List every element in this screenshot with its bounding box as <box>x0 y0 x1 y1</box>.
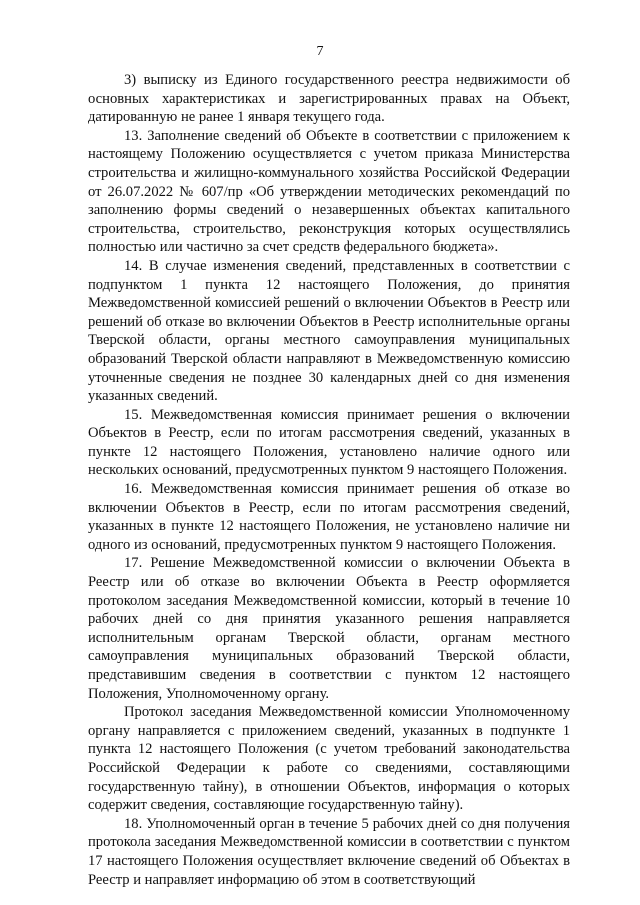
paragraph-18: 18. Уполномоченный орган в течение 5 рабочих дней со дня получения протокола заседания Межведомственной комиссии в соответствии с пунктом 17 настоящего Положения осуществляет включение сведений об Объектах в Реестр и направляет информацию об этом в соответствующий <box>88 815 570 888</box>
paragraph-14: 14. В случае изменения сведений, представленных в соответствии с подпунктом 1 пункта 12 настоящего Положения, до принятия Межведомственной комиссией решений о включении Объектов в Реестр или решений об отказе во включении Объектов в Реестр исполнительные органы Тверской области, органы местного самоуправления муниципальных образований Тверской области направляют в Межведомственную комиссию уточненные сведения не позднее 30 календарных дней со дня изменения указанных сведений. <box>88 257 570 405</box>
paragraph-17-protocol: Протокол заседания Межведомственной комиссии Уполномоченному органу направляется с приложением сведений, указанных в подпункте 1 пункта 12 настоящего Положения (с учетом требований законодательства Российской Федерации к работе со сведениями, составляющими государственную тайну), в отношении Объектов, информация о которых содержит сведения, составляющие государственную тайну). <box>88 704 570 814</box>
paragraph-16: 16. Межведомственная комиссия принимает решения об отказе во включении Объектов в Реестр, если по итогам рассмотрения сведений, указанных в пункте 12 настоящего Положения, не установлено наличие ни одного из оснований, предусмотренных пунктом 9 настоящего Положения. <box>88 481 570 553</box>
paragraph-15: 15. Межведомственная комиссия принимает решения о включении Объектов в Реестр, если по итогам рассмотрения сведений, указанных в пункте 12 настоящего Положения, установлено наличие одного или нескольких оснований, предусмотренных пунктом 9 настоящего Положения. <box>88 406 570 479</box>
paragraph-item-3-extract: 3) выписку из Единого государственного реестра недвижимости об основных характеристиках и зарегистрированных правах на Объект, датированную не ранее 1 января текущего года. <box>88 72 570 126</box>
document-body <box>88 71 570 889</box>
paragraph-17: 17. Решение Межведомственной комиссии о включении Объекта в Реестр или об отказе во включении Объекта в Реестр оформляется протоколом заседания Межведомственной комиссии, который в течение 10 рабочих дней со дня принятия указанного решения направляется исполнительным органам Тверской области, органам местного самоуправления муниципальных образований Тверской области, представившим сведения в соответствии с пунктом 12 настоящего Положения, Уполномоченному органу. <box>88 555 570 702</box>
paragraph-13: 13. Заполнение сведений об Объекте в соответствии с приложением к настоящему Положению осуществляется с учетом приказа Министерства строительства и жилищно-коммунального хозяйства Российской Федерации от 26.07.2022 № 607/пр «Об утверждении методических рекомендаций по заполнению формы сведений о незавершенных объектах капитального строительства, строительство, реконструкция которых осуществлялись полностью или частично за счет средств федерального бюджета». <box>88 127 570 256</box>
page-number: 7 <box>316 44 324 59</box>
